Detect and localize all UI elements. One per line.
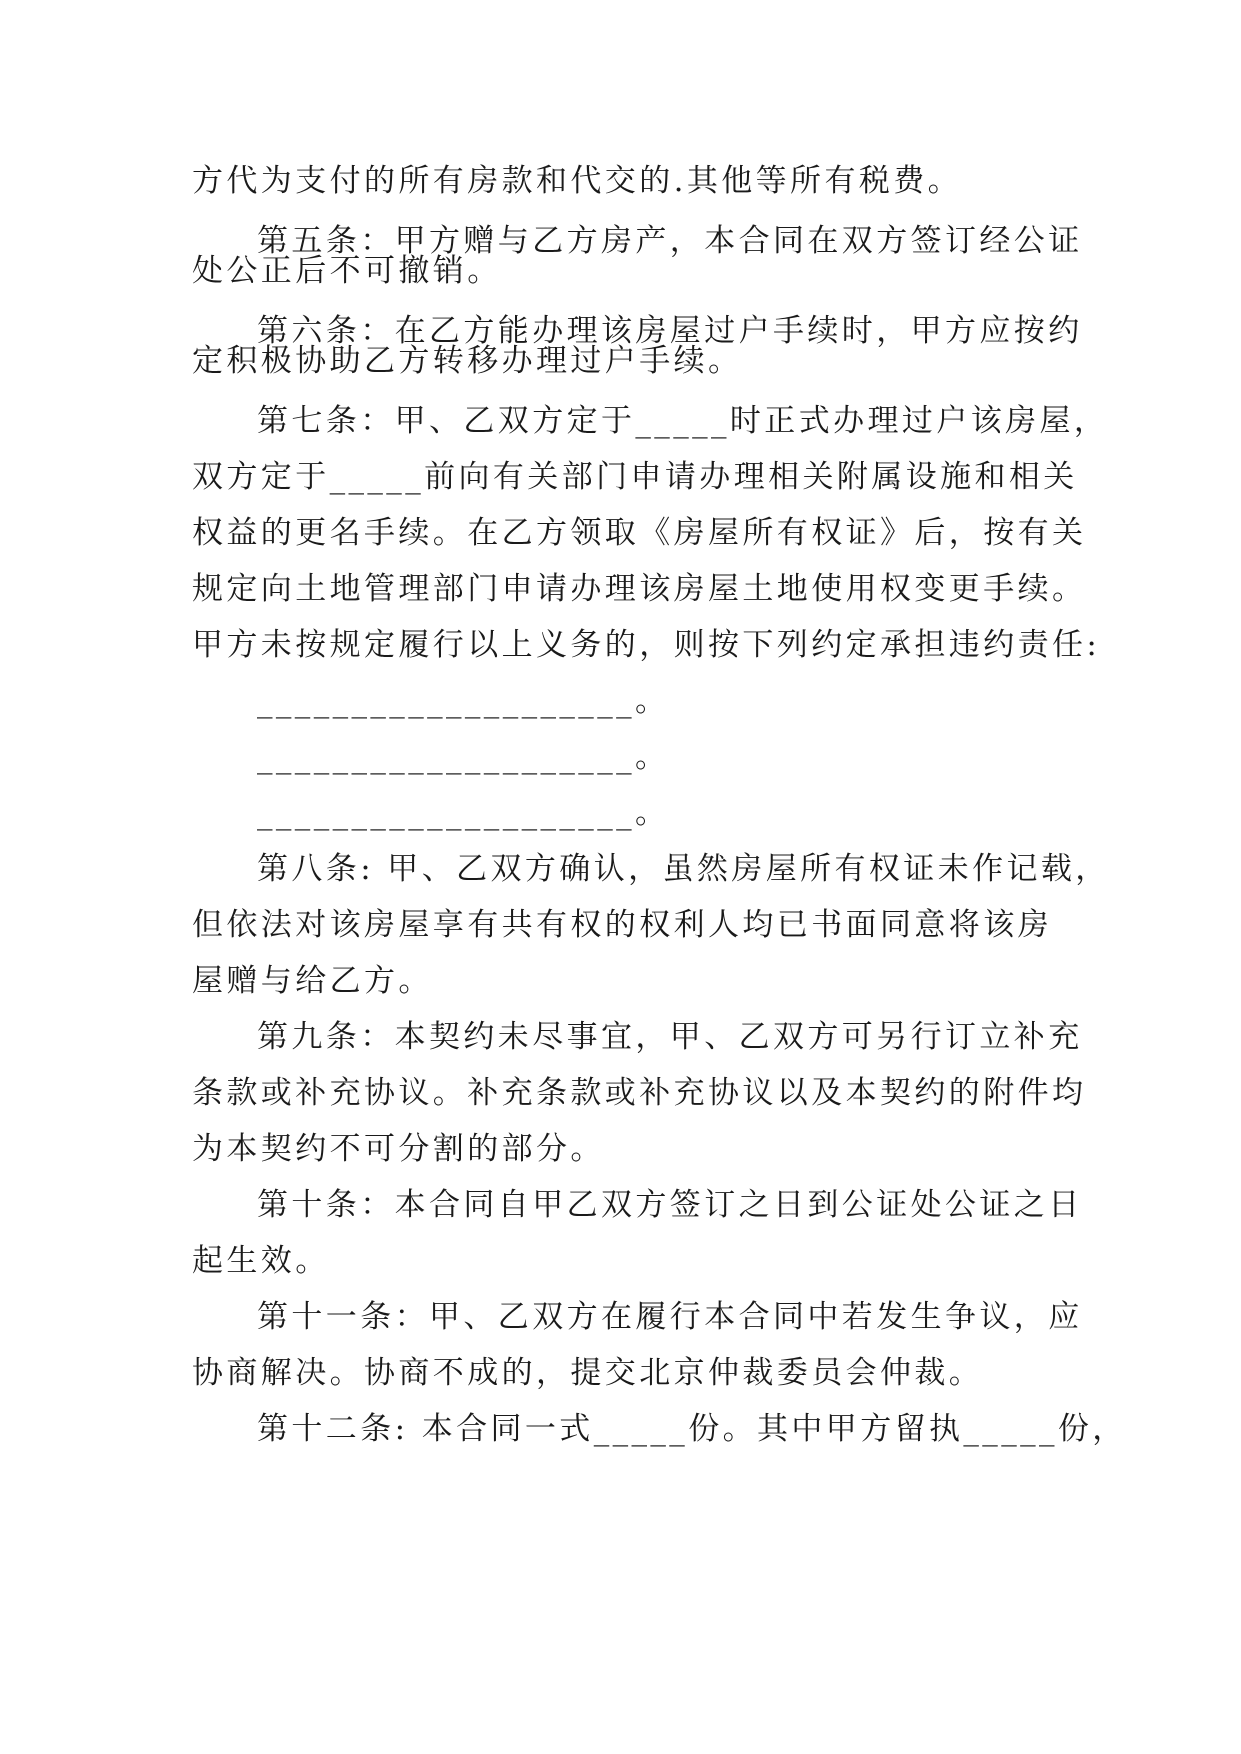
text-line: 规定向土地管理部门申请办理该房屋土地使用权变更手续。 xyxy=(192,571,1087,607)
text-line: 为本契约不可分割的部分。 xyxy=(192,1131,605,1167)
text-line: 但依法对该房屋享有共有权的权利人均已书面同意将该房 xyxy=(192,907,1052,943)
article-10-line: 第十条：本合同自甲乙双方签订之日到公证处公证之日 xyxy=(257,1187,1083,1223)
text-line: 条款或补充协议。补充条款或补充协议以及本契约的附件均 xyxy=(192,1075,1087,1111)
text-line: 方代为支付的所有房款和代交的.其他等所有税费。 xyxy=(192,163,963,199)
text-line: 权益的更名手续。在乙方领取《房屋所有权证》后，按有关 xyxy=(192,515,1087,551)
article-6-line: 第六条：在乙方能办理该房屋过户手续时，甲方应按约 xyxy=(257,313,1083,349)
text-line: 甲方未按规定履行以上义务的，则按下列约定承担违约责任: xyxy=(192,627,1101,663)
article-5-line: 第五条：甲方赠与乙方房产，本合同在双方签订经公证 xyxy=(257,223,1083,259)
blank-fill-line: ____________________。 xyxy=(257,795,670,831)
text-line: 屋赠与给乙方。 xyxy=(192,963,433,999)
blank-fill-line: ____________________。 xyxy=(257,739,670,775)
blank-fill-line: ____________________。 xyxy=(257,683,670,719)
article-11-line: 第十一条：甲、乙双方在履行本合同中若发生争议，应 xyxy=(257,1299,1083,1335)
text-line: 处公正后不可撤销。 xyxy=(192,253,502,289)
article-9-line: 第九条：本契约未尽事宜，甲、乙双方可另行订立补充 xyxy=(257,1019,1083,1055)
text-line: 定积极协助乙方转移办理过户手续。 xyxy=(192,343,743,379)
text-line: 协商解决。协商不成的，提交北京仲裁委员会仲裁。 xyxy=(192,1355,984,1391)
article-7-line: 第七条：甲、乙双方定于_____时正式办理过户该房屋， xyxy=(257,403,1109,439)
article-12-line: 第十二条: 本合同一式_____份。其中甲方留执_____份， xyxy=(257,1411,1127,1447)
text-line: 双方定于_____前向有关部门申请办理相关附属设施和相关 xyxy=(192,459,1078,495)
text-line: 起生效。 xyxy=(192,1243,330,1279)
article-8-line: 第八条: 甲、乙双方确认，虽然房屋所有权证未作记载， xyxy=(257,851,1110,887)
